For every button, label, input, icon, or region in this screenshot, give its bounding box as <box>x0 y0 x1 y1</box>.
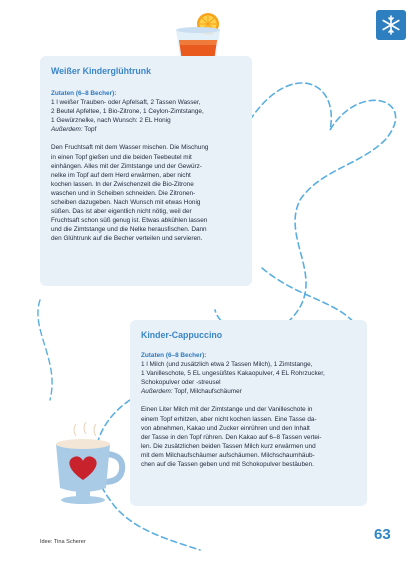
instruction-line: scheiben dazugeben. Nach Wunsch mit etwas Honig <box>51 199 201 207</box>
zutaten-label: Zutaten <box>51 90 75 97</box>
recipe-card-kinderglühtrunk <box>40 56 252 286</box>
instruction-line: süßen. Das ist aber eigentlich nicht nötig, weil der <box>51 208 192 216</box>
instruction-line: mit dem Milchaufschäumer aufschäumen. Milchschaumhäub- <box>141 451 315 459</box>
ingredient-line: Schokopulver oder -streusel <box>141 379 221 387</box>
ingredient-line: 2 Beutel Apfeltee, 1 Bio-Zitrone, 1 Ceylon-Zimtstange, <box>51 108 204 116</box>
instruction-line: den Glühtrunk auf die Becher verteilen und servieren. <box>51 235 203 243</box>
ingredient-line: 1 l Milch (und zusätzlich etwa 2 Tassen Milch), 1 Zimtstange, <box>141 361 313 369</box>
recipe-title: Kinder-Cappuccino <box>141 330 223 340</box>
ingredients-heading <box>141 351 357 360</box>
instruction-line: waschen und in Scheiben schneiden. Die Zitronen- <box>51 189 196 197</box>
recipe-instructions <box>51 143 242 243</box>
ingredients-heading <box>51 89 242 98</box>
ingredient-line: 1 Vanilleschote, 5 EL ungesüßtes Kakaopulver, 4 EL Rohrzucker, <box>141 370 325 378</box>
recipe-credit: Idee: Tina Scherer <box>40 539 86 545</box>
instruction-line: von abnehmen, Kakao und Zucker einrühren und den Inhalt <box>141 424 310 432</box>
instruction-line: der Tasse in den Topf rühren. Den Kakao auf 6–8 Tassen vertei- <box>141 433 322 441</box>
instruction-line: Den Fruchtsaft mit dem Wasser mischen. Die Mischung <box>51 144 209 152</box>
ausserdem-text: Topf, Milchaufschäumer <box>172 388 242 396</box>
instruction-line: kochen lassen. In der Zwischenzeit die Bio-Zitrone <box>51 180 194 188</box>
recipe-title: Weißer Kinderglühtrunk <box>51 66 152 76</box>
instruction-line: len. Die zusätzlichen beiden Tassen Milch kurz erwärmen und <box>141 442 316 450</box>
snowflake-icon <box>380 14 402 36</box>
instruction-line: Einen Liter Milch mit der Zimtstange und der Vanilleschote in <box>141 406 313 414</box>
extra-equipment <box>141 387 357 396</box>
instruction-line: Fruchtsaft schon süß genug ist. Etwas abkühlen lassen <box>51 217 208 225</box>
instruction-line: einem Topf erhitzen, aber nicht kochen lassen. Eine Tasse da- <box>141 415 317 423</box>
instruction-line: einhängen. Alles mit der Zimtstange und der Gewürz- <box>51 162 202 170</box>
cocoa-mug-icon <box>46 420 130 506</box>
instruction-line: nelke im Topf auf dem Herd erwärmen, aber nicht <box>51 171 191 179</box>
recipe-card-kinder-cappuccino <box>130 320 367 506</box>
recipe-instructions <box>141 405 357 469</box>
zutaten-count: (6–8 Becher): <box>165 352 207 359</box>
instruction-line: in einen Topf gießen und die beiden Teebeutel mit <box>51 153 192 161</box>
ausserdem-label: Außerdem: <box>141 388 173 396</box>
zutaten-count: (6–8 Becher): <box>75 90 117 97</box>
page-number: 63 <box>374 526 391 543</box>
snowflake-badge <box>376 10 406 40</box>
instruction-line: chen auf die Tassen geben und mit Schokopulver bestäuben. <box>141 461 314 469</box>
ausserdem-text: Topf <box>82 126 97 134</box>
ausserdem-label: Außerdem: <box>51 126 83 134</box>
extra-equipment <box>51 125 242 134</box>
instruction-line: und die Zimtstange und die Nelke herausfischen. Dann <box>51 226 207 234</box>
zutaten-label: Zutaten <box>141 352 165 359</box>
ingredient-line: 1 l weißer Trauben- oder Apfelsaft, 2 Tassen Wasser, <box>51 99 201 107</box>
ingredient-line: 1 Gewürznelke, nach Wunsch: 2 EL Honig <box>51 117 171 125</box>
